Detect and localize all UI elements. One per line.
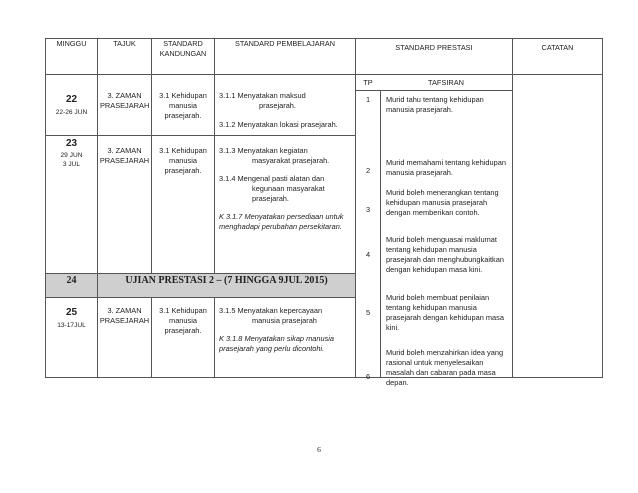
page-number: 6 — [317, 445, 321, 454]
pembelajaran-cell — [215, 135, 356, 273]
kandungan-cell — [152, 75, 215, 136]
header-minggu: MINGGU — [46, 39, 98, 75]
kandungan-number: 3.1 Kehidupan — [159, 306, 207, 316]
tafsiran-text: Murid boleh menerangkan tentang kehidupan manusia prasejarah dengan memberikan contoh. — [386, 188, 499, 217]
tafsiran-text: Murid boleh membuat penilaian tentang kehidupan manusia prasejarah dengan kehidupan masa kini. — [386, 293, 504, 332]
header-standard-pembelajaran: STANDARD PEMBELAJARAN — [215, 39, 356, 75]
header-row — [46, 39, 603, 75]
tp-number: 1 — [365, 95, 371, 104]
header-catatan: CATATAN — [513, 39, 603, 75]
kandungan-text: manusia prasejarah. — [164, 155, 202, 175]
week-date: 29 JUN — [60, 152, 83, 160]
sp-item-cont: prasejarah. — [252, 193, 289, 203]
sp-item: 3.1.4 Mengenal pasti alatan dan — [219, 173, 325, 183]
week-number: 22 — [65, 94, 78, 105]
tafsiran-text: Murid tahu tentang kehidupan manusia prasejarah. — [386, 95, 484, 114]
sp-item-cont: masyarakat prasejarah. — [252, 155, 330, 165]
week-number: 25 — [65, 307, 78, 319]
prestasi-subheader — [356, 75, 512, 91]
sp-item-cont: kegunaan masyarakat — [252, 183, 325, 193]
pembelajaran-cell — [215, 75, 356, 136]
kandungan-text: manusia prasejarah. — [164, 100, 202, 120]
header-standard-kandungan: STANDARD KANDUNGAN — [152, 39, 215, 75]
kandungan-number: 3.1 Kehidupan — [159, 91, 207, 100]
sp-item-cont: manusia prasejarah — [252, 316, 317, 326]
sp-item: 3.1.3 Menyatakan kegiatan — [219, 145, 308, 155]
prestasi-cell — [356, 75, 513, 387]
elemen-kreativiti: K 3.1.8 Menyatakan sikap manusia prasejarah yang perlu dicontohi. — [219, 334, 335, 354]
kandungan-cell — [152, 135, 215, 273]
week-date: 3 JUL — [62, 161, 81, 169]
header-tajuk: TAJUK — [98, 39, 152, 75]
tp-number: 4 — [365, 250, 371, 259]
tp-number: 3 — [365, 205, 371, 214]
week-cell — [46, 75, 98, 136]
catatan-cell — [513, 75, 603, 378]
tajuk-cell: 3. ZAMAN PRASEJARAH — [98, 75, 152, 136]
sp-item-cont: prasejarah. — [259, 100, 296, 110]
elemen-kreativiti: K 3.1.7 Menyatakan persediaan untuk menghadapi perubahan persekitaran. — [219, 211, 344, 231]
prestasi-panel — [356, 75, 512, 387]
tafsiran-label: TAFSIRAN — [428, 78, 464, 87]
pembelajaran-cell — [215, 298, 356, 378]
sp-item: 3.1.5 Menyatakan kepercayaan — [219, 306, 323, 316]
tp-number: 5 — [365, 308, 371, 317]
week-cell — [46, 135, 98, 273]
kandungan-text: manusia prasejarah. — [164, 316, 202, 336]
header-standard-prestasi: STANDARD PRESTASI — [356, 39, 513, 75]
tafsiran-text: Murid boleh menguasai maklumat tentang kehidupan manusia prasejarah dan menghubungkaitkan dengan kehidupan masa kini. — [386, 235, 504, 274]
tp-divider — [380, 90, 381, 377]
week-cell — [46, 298, 98, 378]
rpt-table — [45, 38, 603, 387]
week-number: 23 — [65, 137, 78, 149]
kandungan-number: 3.1 Kehidupan — [159, 145, 207, 155]
tajuk-cell: 3. ZAMAN PRASEJARAH — [98, 298, 152, 378]
exam-week-number: 24 — [46, 274, 98, 298]
tajuk-cell: 3. ZAMAN PRASEJARAH — [98, 135, 152, 273]
tp-number: 2 — [365, 166, 371, 175]
tafsiran-text: Murid memahami tentang kehidupan manusia prasejarah. — [386, 158, 506, 177]
exam-title: UJIAN PRESTASI 2 – (7 HINGGA 9JUL 2015) — [98, 274, 356, 298]
week-date: 13-17JUL — [57, 321, 86, 329]
week-row — [46, 75, 603, 136]
kandungan-cell — [152, 298, 215, 378]
tafsiran-text: Murid boleh menzahirkan idea yang rasional untuk menyelesaikan masalah dan cabaran pada masa depan. — [386, 348, 504, 387]
tp-label: TP — [363, 78, 373, 87]
week-date: 22-26 JUN — [55, 108, 88, 116]
tp-number: 6 — [365, 372, 371, 381]
sp-item: 3.1.2 Menyatakan lokasi prasejarah. — [219, 119, 338, 129]
sp-item: 3.1.1 Menyatakan maksud — [219, 91, 306, 100]
